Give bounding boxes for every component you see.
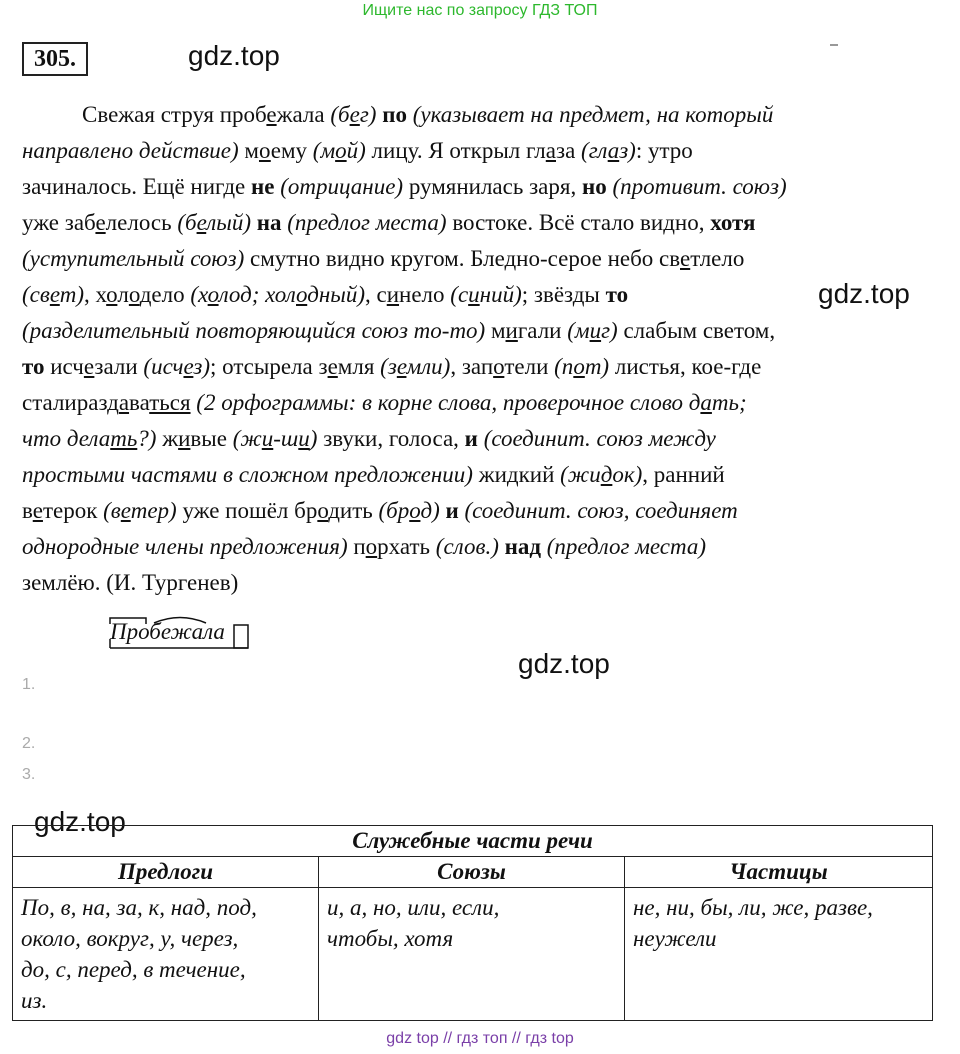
text-segment: а — [700, 390, 712, 415]
text-segment: т) — [584, 354, 610, 379]
text-segment: (з — [380, 354, 397, 379]
text-segment: о — [409, 498, 421, 523]
footer-links[interactable]: gdz top // гдз топ // гдз top — [386, 1030, 574, 1047]
text-segment: а — [545, 138, 556, 163]
text-segment: е — [49, 282, 60, 307]
text-segment: уже заб — [22, 210, 96, 235]
text-segment: т) — [59, 282, 85, 307]
text-segment: не — [251, 174, 275, 199]
text-segment: и — [589, 318, 602, 343]
cell-line: и, а, но, или, если, — [327, 895, 500, 920]
text-segment: и — [386, 282, 400, 307]
column-header: Предлоги — [13, 857, 319, 888]
text-segment: за — [556, 138, 582, 163]
text-segment: е — [32, 498, 43, 523]
text-segment: : утро — [635, 138, 693, 163]
watermark: gdz.top — [518, 648, 610, 679]
text-line — [22, 565, 932, 601]
text-segment: м — [485, 318, 506, 343]
text-segment: (м — [567, 318, 590, 343]
text-segment: (отрицание) — [280, 174, 404, 199]
text-segment: что дела — [22, 426, 111, 451]
text-segment: смутно видно кругом. Бледно-серое небо св — [244, 246, 680, 271]
text-line — [22, 205, 932, 241]
text-segment: е — [83, 354, 95, 379]
text-segment: й) — [346, 138, 366, 163]
text-segment: е — [680, 246, 691, 271]
text-line — [22, 493, 932, 529]
text-segment: над — [504, 534, 541, 559]
text-segment: (указывает на предмет, на который — [412, 102, 774, 127]
text-segment: о — [258, 138, 271, 163]
text-segment: (соединит. союз между — [483, 426, 716, 451]
text-segment: е — [327, 354, 338, 379]
parts-of-speech-table — [12, 825, 933, 1021]
text-segment: тер) — [130, 498, 177, 523]
text-segment: по — [382, 102, 407, 127]
text-line — [22, 313, 932, 349]
text-segment: лелось — [105, 210, 178, 235]
text-segment: о — [335, 138, 347, 163]
text-segment: (бр — [378, 498, 410, 523]
list-number: 1. — [22, 676, 36, 693]
watermark: gdz.top — [34, 806, 126, 837]
text-segment: о — [296, 282, 308, 307]
text-segment: е — [95, 210, 106, 235]
text-segment: ; звёзды — [521, 282, 606, 307]
text-segment: исч — [44, 354, 84, 379]
text-segment: зали — [94, 354, 144, 379]
text-segment: дный) — [307, 282, 365, 307]
text-segment: (предлог места) — [287, 210, 447, 235]
text-segment: (с — [450, 282, 469, 307]
text-line — [22, 277, 932, 313]
text-segment: листья, кое-где — [609, 354, 762, 379]
text-segment: з) — [193, 354, 211, 379]
exercise-text — [22, 97, 932, 601]
text-line — [22, 529, 932, 565]
text-segment: дело — [139, 282, 191, 307]
text-line — [22, 457, 932, 493]
decorative-mark — [830, 44, 838, 46]
text-segment: (соединит. союз, соединяет — [464, 498, 738, 523]
text-segment: хотя — [710, 210, 756, 235]
text-segment: е — [349, 102, 360, 127]
text-segment: ж — [156, 426, 179, 451]
text-segment: румянилась заря, — [403, 174, 582, 199]
table-title: Служебные части речи — [13, 826, 933, 857]
text-segment: и — [178, 426, 191, 451]
column-header: Частицы — [625, 857, 933, 888]
text-segment: о — [106, 282, 118, 307]
text-segment: а — [607, 138, 620, 163]
text-segment: лицу. Я открыл гл — [365, 138, 546, 163]
text-segment: з) — [619, 138, 636, 163]
text-segment: то — [605, 282, 629, 307]
cell-line: из. — [21, 988, 48, 1013]
text-segment: г) — [359, 102, 377, 127]
text-segment: мля — [337, 354, 381, 379]
text-segment: тлело — [690, 246, 745, 271]
cell-line: По, в, на, за, к, над, под, — [21, 895, 257, 920]
text-segment: м — [238, 138, 259, 163]
text-segment: ) — [309, 426, 318, 451]
text-segment: (гл — [581, 138, 608, 163]
text-segment: (ж — [232, 426, 262, 451]
text-segment: и — [468, 282, 480, 307]
text-segment: , ранний — [642, 462, 725, 487]
text-segment: на — [256, 210, 282, 235]
text-line — [22, 421, 932, 457]
text-segment: востоке. Всё стало видно, — [446, 210, 711, 235]
text-line — [22, 133, 932, 169]
text-segment: и — [298, 426, 310, 451]
text-line — [22, 169, 932, 205]
table-cell — [625, 888, 933, 1021]
text-segment: д — [506, 462, 519, 487]
text-segment: тели — [504, 354, 555, 379]
text-segment: е — [396, 354, 407, 379]
list-number: 2. — [22, 735, 36, 752]
word-scheme — [108, 615, 258, 651]
text-segment: ва — [129, 390, 150, 415]
text-segment: мли) — [406, 354, 451, 379]
scheme-word: Пробежала — [110, 619, 225, 644]
text-segment: г) — [601, 318, 618, 343]
top-banner[interactable]: Ищите нас по запросу ГДЗ ТОП — [362, 2, 598, 19]
text-segment: жи — [472, 462, 507, 487]
table-cell — [13, 888, 319, 1021]
text-segment: ему — [270, 138, 313, 163]
text-segment: звуки, голоса, — [317, 426, 465, 451]
text-segment: рхать — [377, 534, 436, 559]
morpheme-marks — [108, 615, 258, 651]
text-segment: вые — [190, 426, 233, 451]
text-segment: зачиналось. Ещё нигде — [22, 174, 252, 199]
text-segment: (уступительный союз) — [22, 246, 245, 271]
text-segment: о — [365, 534, 378, 559]
cell-line: до, с, перед, в течение, — [21, 957, 246, 982]
text-segment: ть — [110, 426, 138, 451]
text-segment: о — [493, 354, 505, 379]
text-line — [22, 349, 932, 385]
text-segment: д — [600, 462, 613, 487]
text-segment: п — [347, 534, 366, 559]
text-line — [22, 385, 932, 421]
text-segment: , с — [365, 282, 387, 307]
text-line — [22, 97, 932, 133]
text-segment: (п — [554, 354, 574, 379]
text-segment: и — [464, 426, 478, 451]
watermark: gdz.top — [188, 40, 280, 71]
text-segment: (м — [312, 138, 336, 163]
cell-line: неужели — [633, 926, 717, 951]
exercise-number: 305. — [22, 42, 88, 76]
text-segment: о — [207, 282, 219, 307]
text-segment: -ш — [273, 426, 299, 451]
text-segment: ться — [149, 390, 191, 415]
text-segment: лод; хол — [218, 282, 297, 307]
text-segment: кий — [518, 462, 561, 487]
text-segment: ний) — [479, 282, 522, 307]
text-segment: о — [573, 354, 585, 379]
text-segment: (слов.) — [435, 534, 499, 559]
cell-line: не, ни, бы, ли, же, разве, — [633, 895, 873, 920]
text-segment: жала — [276, 102, 331, 127]
text-segment: лый) — [206, 210, 251, 235]
text-segment: о — [317, 498, 329, 523]
text-segment: е — [120, 498, 131, 523]
text-segment: и — [261, 426, 274, 451]
text-segment: (б — [177, 210, 197, 235]
text-segment: (противит. союз) — [612, 174, 787, 199]
text-segment: слабым светом, — [617, 318, 776, 343]
text-segment: (в — [103, 498, 121, 523]
text-segment: в — [22, 498, 33, 523]
text-segment: ок) — [612, 462, 643, 487]
text-segment: (св — [22, 282, 50, 307]
text-segment: а — [118, 390, 130, 415]
text-segment: ?) — [137, 426, 157, 451]
table-cell — [319, 888, 625, 1021]
text-segment: (предлог места) — [546, 534, 707, 559]
text-segment: нело — [399, 282, 451, 307]
text-segment: (жи — [560, 462, 601, 487]
text-segment: , зап — [450, 354, 494, 379]
cell-line: чтобы, хотя — [327, 926, 454, 951]
text-segment: сталиразд — [22, 390, 119, 415]
text-segment: однородные члены предложения) — [22, 534, 348, 559]
text-segment: е — [196, 210, 207, 235]
text-segment: (2 орфограммы: в корне слова, проверочное слово д — [196, 390, 701, 415]
text-segment: , х — [84, 282, 107, 307]
text-segment: то — [22, 354, 45, 379]
column-header: Союзы — [319, 857, 625, 888]
text-segment: простыми частями в сложном предложении) — [22, 462, 473, 487]
watermark: gdz.top — [818, 278, 910, 309]
cell-line: около, вокруг, у, через, — [21, 926, 239, 951]
text-segment: терок — [42, 498, 104, 523]
text-segment: (х — [190, 282, 208, 307]
text-segment: и — [445, 498, 459, 523]
text-segment: ; отсырела з — [210, 354, 328, 379]
text-segment: но — [581, 174, 607, 199]
text-line — [22, 241, 932, 277]
text-segment: о — [128, 282, 140, 307]
text-segment: и — [505, 318, 518, 343]
text-segment: е — [266, 102, 277, 127]
text-segment: (исч — [143, 354, 184, 379]
text-segment: направлено действие) — [22, 138, 239, 163]
list-number: 3. — [22, 766, 36, 783]
text-segment: (разделительный повторяющийся союз то-то) — [22, 318, 486, 343]
text-segment: (б — [330, 102, 350, 127]
text-segment: гали — [517, 318, 568, 343]
text-segment: д) — [420, 498, 440, 523]
text-segment: Свежая струя проб — [82, 102, 267, 127]
text-segment: землёю. (И. Тургенев) — [22, 570, 239, 595]
text-segment: уже пошёл бр — [176, 498, 318, 523]
text-segment: л — [117, 282, 129, 307]
text-segment: ть; — [711, 390, 747, 415]
text-segment: дить — [328, 498, 379, 523]
text-segment: е — [183, 354, 194, 379]
